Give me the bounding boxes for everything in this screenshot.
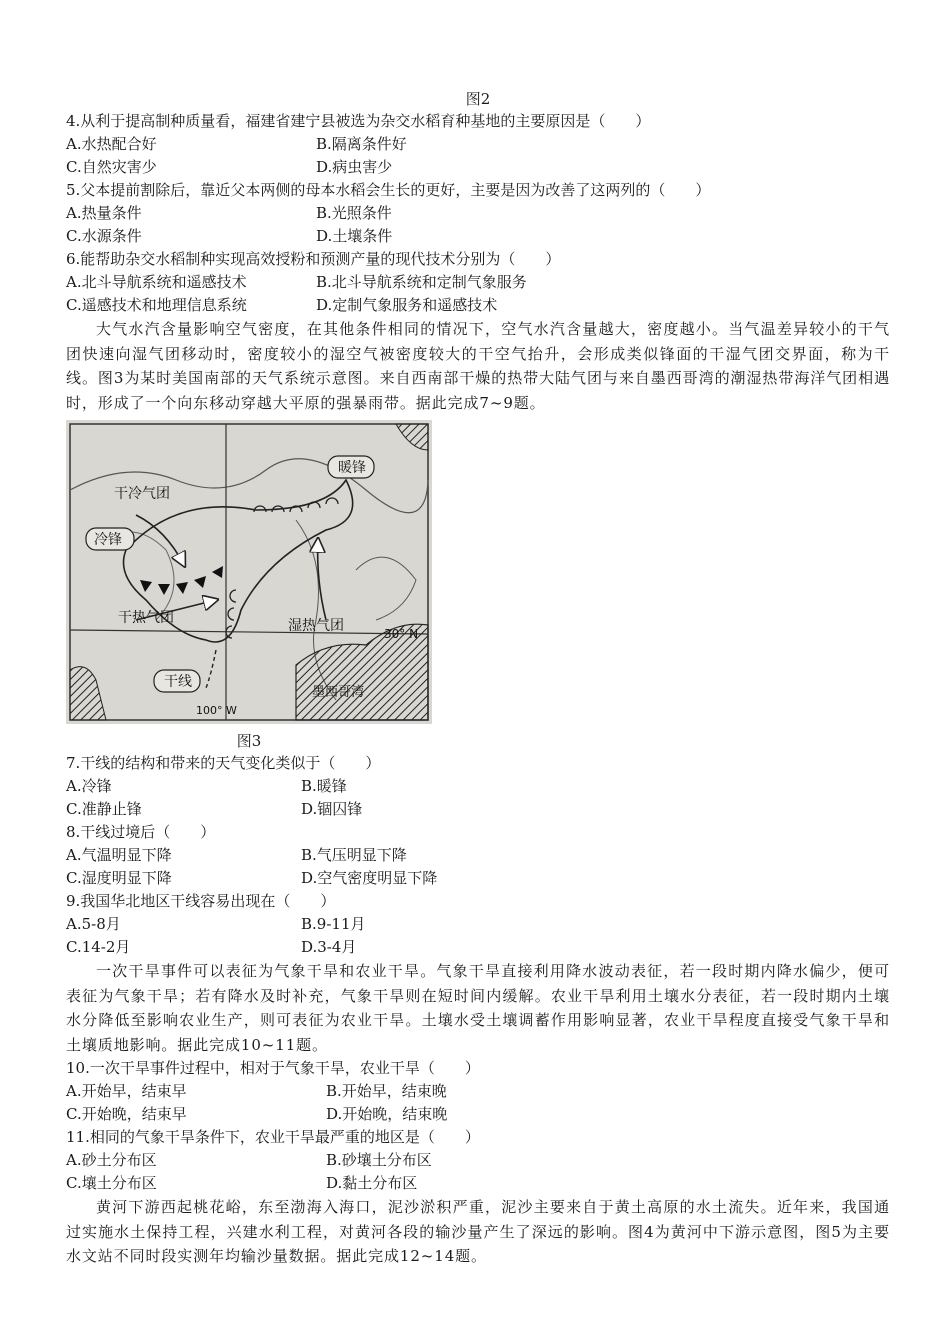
q7-option-d[interactable]: D.锢囚锋 bbox=[301, 800, 363, 818]
dry-line-label: 干线 bbox=[164, 674, 192, 690]
q4-option-c[interactable]: C.自然灾害少 bbox=[66, 158, 157, 176]
q7-option-a[interactable]: A.冷锋 bbox=[66, 777, 112, 795]
wet-hot-label: 湿热气团 bbox=[288, 618, 344, 634]
q5-option-c[interactable]: C.水源条件 bbox=[66, 227, 142, 245]
q6-option-b[interactable]: B.北斗导航系统和定制气象服务 bbox=[316, 273, 527, 291]
lat-30n-label: 30° N bbox=[384, 627, 419, 641]
gulf-label: 墨西哥湾 bbox=[312, 685, 365, 700]
question-5-options-row2 bbox=[66, 225, 890, 248]
question-9-options-row1 bbox=[66, 913, 890, 936]
question-6-options-row2 bbox=[66, 294, 890, 317]
q9-option-d[interactable]: D.3-4月 bbox=[301, 938, 357, 956]
q6-option-d[interactable]: D.定制气象服务和遥感技术 bbox=[316, 296, 498, 314]
dry-hot-label: 干热气团 bbox=[118, 610, 174, 626]
question-4-stem: 4.从利于提高制种质量看，福建省建宁县被选为杂交水稻育种基地的主要原因是（ ） bbox=[66, 112, 651, 130]
q4-option-d[interactable]: D.病虫害少 bbox=[316, 158, 393, 176]
passage-drought: 一次干旱事件可以表征为气象干旱和农业干旱。气象干旱直接利用降水波动表征，若一段时期内降水偏少，便可表征为气象干旱；若有降水及时补充，气象干旱则在短时间内缓解。农业干旱利用土壤水分表征，若一段时期内土壤水分降低至影响农业生产，则可表征为农业干旱。土壤水受土壤调蓄作用影响显著，农业干旱程度直接受气象干旱和土壤质地影响。据此完成10~11题。 bbox=[66, 962, 890, 1054]
figure-3-map bbox=[66, 420, 432, 724]
question-5-options-row1 bbox=[66, 202, 890, 225]
q9-option-c[interactable]: C.14-2月 bbox=[66, 938, 131, 956]
question-6-stem: 6.能帮助杂交水稻制种实现高效授粉和预测产量的现代技术分别为（ ） bbox=[66, 250, 561, 268]
q10-option-c[interactable]: C.开始晚，结束早 bbox=[66, 1105, 187, 1123]
question-8-stem: 8.干线过境后（ ） bbox=[66, 823, 216, 841]
passage-yellow-river: 黄河下游西起桃花峪，东至渤海入海口，泥沙淤积严重，泥沙主要来自于黄土高原的水土流失。近年来，我国通过实施水土保持工程，兴建水利工程，对黄河各段的输沙量产生了深远的影响。图4为黄河中下游示意图，图5为主要水文站不同时段实测年均输沙量数据。据此完成12~14题。 bbox=[66, 1198, 890, 1265]
q5-option-a[interactable]: A.热量条件 bbox=[66, 204, 142, 222]
q5-option-d[interactable]: D.土壤条件 bbox=[316, 227, 393, 245]
pacific-hatched-area bbox=[70, 667, 106, 720]
q11-option-b[interactable]: B.砂壤土分布区 bbox=[326, 1151, 432, 1169]
question-9-stem: 9.我国华北地区干线容易出现在（ ） bbox=[66, 892, 336, 910]
q9-option-a[interactable]: A.5-8月 bbox=[66, 915, 121, 933]
q10-option-b[interactable]: B.开始早，结束晚 bbox=[326, 1082, 447, 1100]
q10-option-d[interactable]: D.开始晚，结束晚 bbox=[326, 1105, 448, 1123]
exam-page bbox=[66, 88, 890, 1269]
dry-line-path bbox=[206, 650, 216, 688]
question-7-stem: 7.干线的结构和带来的天气变化类似于（ ） bbox=[66, 754, 381, 772]
question-4-options-row2 bbox=[66, 156, 890, 179]
q5-option-b[interactable]: B.光照条件 bbox=[316, 204, 392, 222]
q8-option-c[interactable]: C.湿度明显下降 bbox=[66, 869, 172, 887]
cold-front-label: 冷锋 bbox=[94, 532, 122, 548]
parallel-30n bbox=[70, 630, 428, 634]
figure-3 bbox=[66, 420, 432, 752]
atlantic-hatched-area bbox=[396, 424, 428, 450]
cold-front-symbols bbox=[140, 566, 223, 595]
question-11-options-row2 bbox=[66, 1172, 890, 1195]
warm-front-symbols bbox=[226, 498, 338, 638]
question-11-stem: 11.相同的气象干旱条件下，农业干旱最严重的地区是（ ） bbox=[66, 1128, 480, 1146]
q9-option-b[interactable]: B.9-11月 bbox=[301, 915, 366, 933]
question-10-options-row2 bbox=[66, 1103, 890, 1126]
q4-option-a[interactable]: A.水热配合好 bbox=[66, 135, 157, 153]
q11-option-a[interactable]: A.砂土分布区 bbox=[66, 1151, 157, 1169]
question-8-options-row2 bbox=[66, 867, 890, 890]
q7-option-b[interactable]: B.暖锋 bbox=[301, 777, 347, 795]
question-7-options-row2 bbox=[66, 798, 890, 821]
question-10-stem: 10.一次干旱事件过程中，相对于气象干旱，农业干旱（ ） bbox=[66, 1059, 480, 1077]
q7-option-c[interactable]: C.准静止锋 bbox=[66, 800, 142, 818]
figure-2-caption: 图2 bbox=[465, 90, 491, 108]
region-outline bbox=[356, 557, 416, 620]
warm-front-label: 暖锋 bbox=[338, 460, 366, 476]
dry-cold-label: 干冷气团 bbox=[114, 486, 170, 502]
q8-option-b[interactable]: B.气压明显下降 bbox=[301, 846, 407, 864]
question-5-stem: 5.父本提前割除后，靠近父本两侧的母本水稻会生长的更好，主要是因为改善了这两列的（ ） bbox=[66, 181, 711, 199]
question-11-options-row1 bbox=[66, 1149, 890, 1172]
figure-3-caption: 图3 bbox=[236, 732, 262, 750]
weather-system-map bbox=[66, 420, 432, 724]
wet-hot-flow-arrow bbox=[318, 540, 326, 620]
q4-option-b[interactable]: B.隔离条件好 bbox=[316, 135, 407, 153]
q6-option-a[interactable]: A.北斗导航系统和遥感技术 bbox=[66, 273, 247, 291]
question-4-options-row1 bbox=[66, 133, 890, 156]
question-8-options-row1 bbox=[66, 844, 890, 867]
lon-100w-label: 100° W bbox=[196, 704, 237, 717]
question-9-options-row2 bbox=[66, 936, 890, 959]
question-10-options-row1 bbox=[66, 1080, 890, 1103]
question-7-options-row1 bbox=[66, 775, 890, 798]
q8-option-a[interactable]: A.气温明显下降 bbox=[66, 846, 172, 864]
q11-option-c[interactable]: C.壤土分布区 bbox=[66, 1174, 157, 1192]
q8-option-d[interactable]: D.空气密度明显下降 bbox=[301, 869, 438, 887]
passage-dry-line: 大气水汽含量影响空气密度，在其他条件相同的情况下，空气水汽含量越大，密度越小。当气温差异较小的干气团快速向湿气团移动时，密度较小的湿空气被密度较大的干空气抬升，会形成类似锋面的干湿气团交界面，称为干线。图3为某时美国南部的天气系统示意图。来自西南部干燥的热带大陆气团与来自墨西哥湾的潮湿热带海洋气团相遇时，形成了一个向东移动穿越大平原的强暴雨带。据此完成7~9题。 bbox=[66, 320, 890, 412]
q6-option-c[interactable]: C.遥感技术和地理信息系统 bbox=[66, 296, 247, 314]
question-6-options-row1 bbox=[66, 271, 890, 294]
q11-option-d[interactable]: D.黏土分布区 bbox=[326, 1174, 418, 1192]
q10-option-a[interactable]: A.开始早，结束早 bbox=[66, 1082, 187, 1100]
